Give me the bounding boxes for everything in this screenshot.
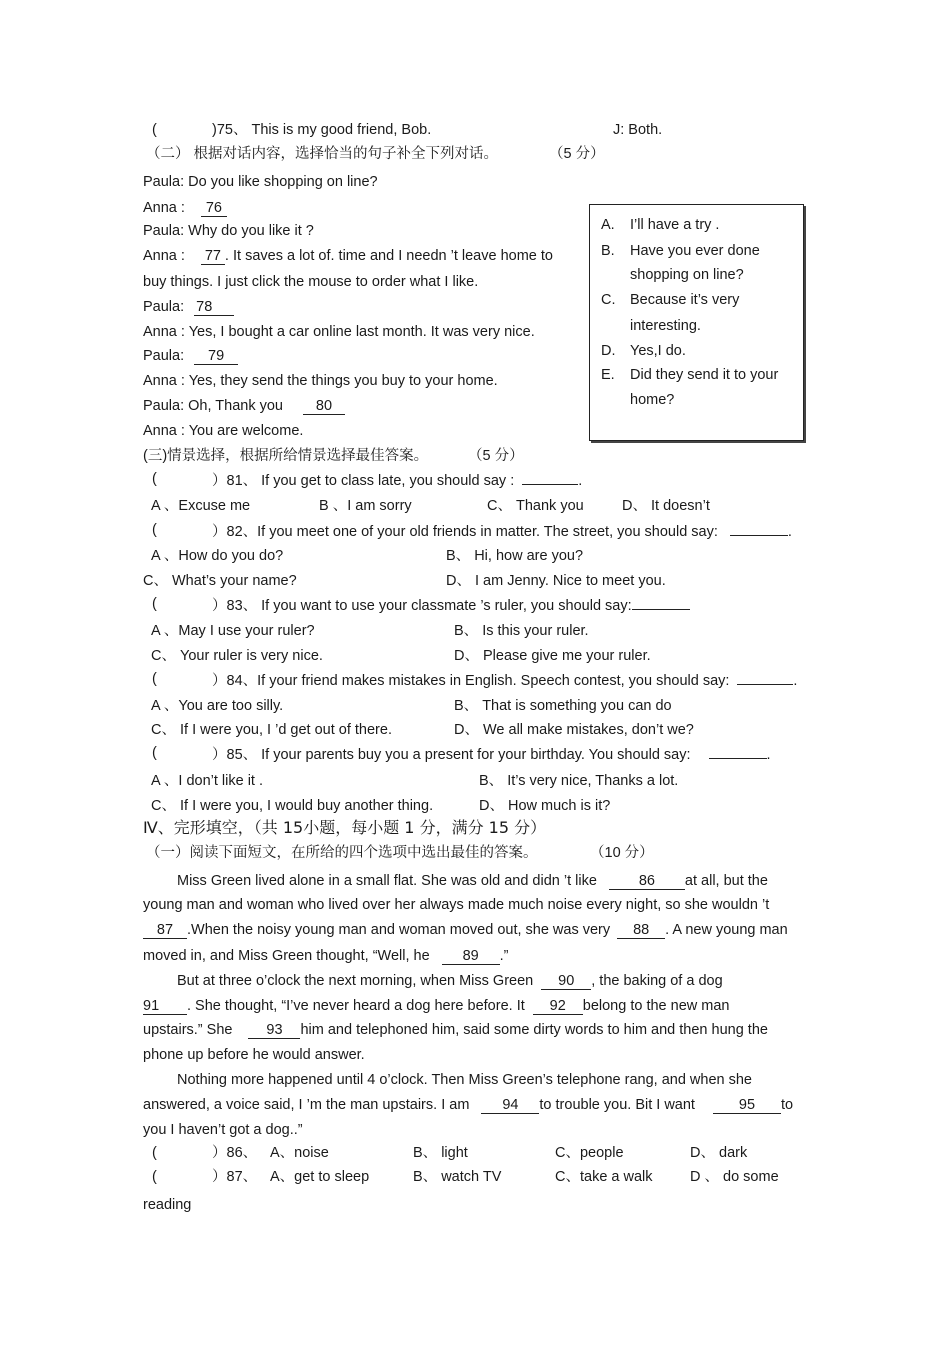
section4-title: Ⅳ、完形填空，（共 15小题，每小题 1 分，满分 15 分） (143, 818, 547, 837)
blank-89[interactable]: 89 (442, 949, 500, 965)
dialogue-line-7: Anna : Yes, I bought a car online last month. It was very nice. (143, 324, 535, 340)
q81-paren: ( (152, 471, 157, 487)
q82-option-d[interactable]: D、 I am Jenny. Nice to meet you. (446, 573, 666, 589)
q85-option-d[interactable]: D、 How much is it? (479, 798, 611, 814)
q84-answer-blank[interactable] (737, 670, 793, 685)
q86-paren: ( (152, 1145, 157, 1161)
passage-line-7: upstairs.” She 93 him and telephoned him, said some dirty words to him and then hung the (143, 1022, 768, 1038)
blank-77[interactable]: 77 (201, 249, 225, 265)
q87-option-d-wrap: reading (143, 1197, 192, 1213)
dialogue-line-9: Anna : Yes, they send the things you buy to your home. (143, 373, 498, 389)
blank-76[interactable]: 76 (201, 201, 227, 217)
q87-option-c[interactable]: C、take a walk (555, 1169, 653, 1185)
q75-text: )75、 This is my good friend, Bob. (212, 122, 432, 138)
q84-option-c[interactable]: C、 If I were you, I ’d get out of there. (151, 722, 392, 738)
q81-option-a[interactable]: A 、Excuse me (151, 498, 251, 514)
q83-option-a[interactable]: A 、May I use your ruler? (151, 623, 315, 639)
blank-92[interactable]: 92 (533, 999, 583, 1015)
passage-line-9: Nothing more happened until 4 o’clock. Then Miss Green’s telephone rang, and when she (177, 1072, 752, 1088)
q82-option-a[interactable]: A 、How do you do? (151, 548, 284, 564)
box-option-b: B. Have you ever done (601, 243, 760, 259)
dialogue-line-1: Paula: Do you like shopping on line? (143, 174, 378, 190)
blank-87[interactable]: 87 (143, 923, 187, 939)
q83-option-d[interactable]: D、 Please give me your ruler. (454, 648, 651, 664)
q81-option-b[interactable]: B 、I am sorry (319, 498, 412, 514)
q85-paren: ( (152, 745, 157, 761)
q83-paren: ( (152, 596, 157, 612)
passage-line-11: you I haven’t got a dog..” (143, 1122, 303, 1138)
section3-title: (三)情景选择，根据所给情景选择最佳答案。 (143, 448, 429, 464)
blank-93[interactable]: 93 (248, 1023, 300, 1039)
dialogue-line-3: Paula: Why do you like it ? (143, 223, 314, 239)
passage-line-1: Miss Green lived alone in a small flat. She was old and didn ’t like 86 at all, but the (177, 873, 768, 889)
blank-86[interactable]: 86 (609, 874, 685, 890)
q83-option-b[interactable]: B、 Is this your ruler. (454, 623, 589, 639)
q87-option-d[interactable]: D 、 do some (690, 1169, 779, 1185)
q81-stem: ）81、 If you get to class late, you should say : . (212, 470, 582, 490)
blank-94[interactable]: 94 (481, 1098, 539, 1114)
passage-line-5: But at three o’clock the next morning, when Miss Green 90 , the baking of a dog (177, 973, 723, 989)
q82-paren: ( (152, 522, 157, 538)
q82-option-b[interactable]: B、 Hi, how are you? (446, 548, 584, 564)
blank-90[interactable]: 90 (541, 974, 591, 990)
blank-88[interactable]: 88 (617, 923, 665, 939)
blank-95[interactable]: 95 (713, 1098, 781, 1114)
q81-answer-blank[interactable] (522, 470, 578, 485)
dialogue-line-5: buy things. I just click the mouse to order what I like. (143, 274, 479, 290)
q83-option-c[interactable]: C、 Your ruler is very nice. (151, 648, 323, 664)
q83-stem: ）83、 If you want to use your classmate ’s ruler, you should say: (212, 595, 690, 615)
q85-option-b[interactable]: B、 It’s very nice, Thanks a lot. (479, 773, 679, 789)
q82-answer-blank[interactable] (730, 521, 788, 536)
q87-num: ）87、 (212, 1169, 258, 1185)
q84-option-b[interactable]: B、 That is something you can do (454, 698, 672, 714)
section3-score: （5 分） (468, 448, 524, 464)
q87-option-a[interactable]: A、get to sleep (270, 1169, 370, 1185)
blank-79[interactable]: 79 (194, 349, 238, 365)
q85-option-a[interactable]: A 、I don’t like it . (151, 773, 264, 789)
section4-1-title: （一）阅读下面短文，在所给的四个选项中选出最佳的答案。 (146, 845, 538, 861)
q86-option-a[interactable]: A、noise (270, 1145, 329, 1161)
q75-option-j: J: Both. (613, 122, 663, 138)
q86-option-b[interactable]: B、 light (413, 1145, 468, 1161)
dialogue-line-10: Paula: Oh, Thank you 80 (143, 397, 345, 415)
blank-78[interactable]: 78 (194, 300, 234, 316)
passage-line-3: 87 .When the noisy young man and woman moved out, she was very 88 . A new young man (143, 921, 788, 939)
section4-1-score: （10 分） (590, 845, 654, 861)
q84-option-a[interactable]: A 、You are too silly. (151, 698, 284, 714)
dialogue-line-8: Paula: 79 (143, 347, 238, 365)
passage-line-6: 91 . She thought, “I’ve never heard a dog here before. It 92 belong to the new man (143, 998, 730, 1014)
dialogue-line-6: Paula: 78 (143, 298, 234, 316)
section2-title: （二） 根据对话内容，选择恰当的句子补全下列对话。 (146, 146, 499, 162)
dialogue-line-11: Anna : You are welcome. (143, 423, 304, 439)
q86-option-c[interactable]: C、people (555, 1145, 624, 1161)
q83-answer-blank[interactable] (632, 595, 690, 610)
passage-line-4: moved in, and Miss Green thought, “Well, he 89 .” (143, 948, 509, 964)
passage-line-10: answered, a voice said, I ’m the man upstairs. I am 94 to trouble you. Bit I want 95 to (143, 1097, 794, 1113)
blank-80[interactable]: 80 (303, 399, 345, 415)
q85-stem: ）85、 If your parents buy you a present for your birthday. You should say: . (212, 744, 771, 764)
q81-option-d[interactable]: D、 It doesn’t (622, 498, 710, 514)
q87-option-b[interactable]: B、 watch TV (413, 1169, 502, 1185)
q75-paren: ( (152, 122, 157, 138)
q85-answer-blank[interactable] (709, 744, 767, 759)
q86-option-d[interactable]: D、 dark (690, 1145, 748, 1161)
passage-line-8: phone up before he would answer. (143, 1047, 365, 1063)
q82-option-c[interactable]: C、 What’s your name? (143, 573, 297, 589)
section2-score: （5 分） (549, 146, 605, 162)
box-option-e: E. Did they send it to your (601, 367, 779, 383)
q81-option-c[interactable]: C、 Thank you (487, 498, 584, 514)
box-option-a: A. I’ll have a try . (601, 217, 720, 233)
dialogue-line-2: Anna : 76 (143, 199, 227, 217)
q84-stem: ）84、If your friend makes mistakes in English. Speech contest, you should say: . (212, 670, 797, 690)
box-option-d: D. Yes,I do. (601, 343, 686, 359)
q87-paren: ( (152, 1169, 157, 1185)
q84-option-d[interactable]: D、 We all make mistakes, don’t we? (454, 722, 694, 738)
q82-stem: ）82、If you meet one of your old friends in matter. The street, you should say: . (212, 521, 792, 541)
passage-line-2: young man and woman who lived over her always made much noise every night, so she wouldn ’t (143, 897, 770, 913)
box-option-c: C. Because it’s very (601, 292, 740, 308)
dialogue-line-4: Anna : 77 . It saves a lot of. time and I needn ’t leave home to (143, 248, 553, 264)
blank-91[interactable]: 91 (143, 999, 187, 1015)
q86-num: ）86、 (212, 1145, 258, 1161)
q85-option-c[interactable]: C、 If I were you, I would buy another thing. (151, 798, 434, 814)
q84-paren: ( (152, 671, 157, 687)
